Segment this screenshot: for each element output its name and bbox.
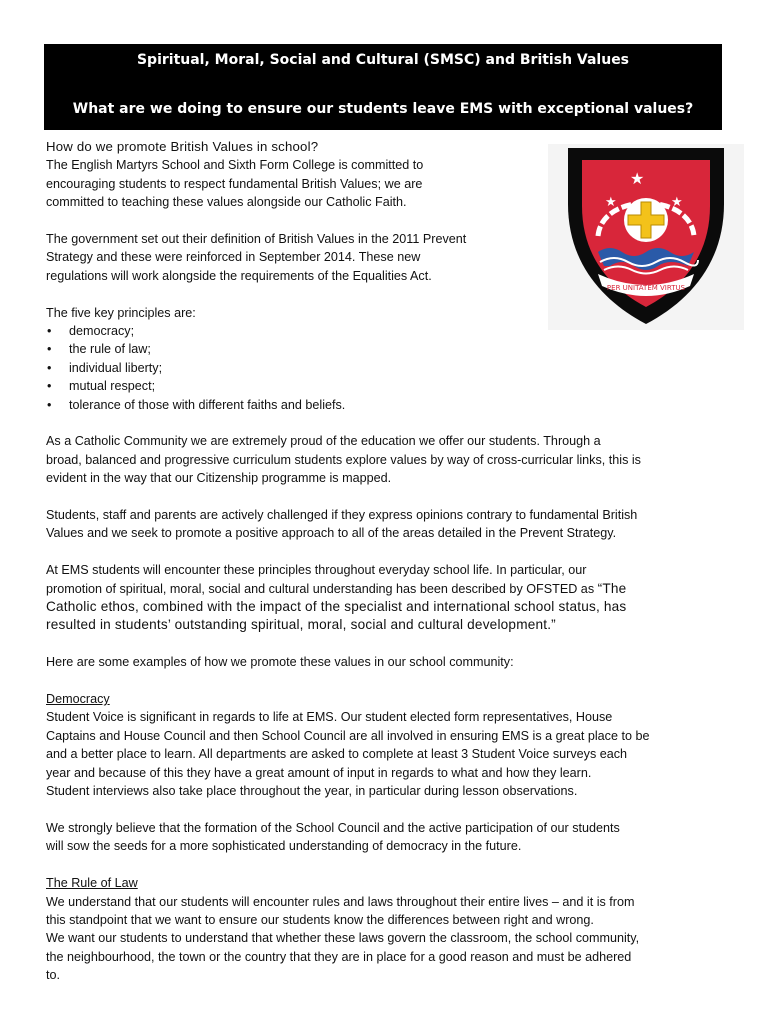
intro-paragraph-2: The government set out their definition of British Values in the 2011 Prevent Strategy and these were reinforced in September 2014. These new regulations will work alongside the requirements of the Equalities Act. <box>46 232 467 283</box>
list-item: • individual liberty; <box>46 359 736 377</box>
title-banner <box>44 44 722 130</box>
list-item: • mutual respect; <box>46 377 736 395</box>
challenge-paragraph: Students, staff and parents are actively challenged if they express opinions contrary to fundamental British Values and we seek to promote a positive approach to all of the areas detailed in the Prevent Strategy. <box>46 508 638 541</box>
intro-paragraph-1: The English Martyrs School and Sixth Form College is committed to encouraging students to respect fundamental British Values; we are committed to teaching these values alongside our Catholic Faith. <box>46 158 424 210</box>
ofsted-quote: Catholic ethos, combined with the impact of the specialist and international school status, has <box>46 599 627 615</box>
crest-motto: PER UNITATEM VIRTUS <box>606 284 686 292</box>
ofsted-quote: resulted in students’ outstanding spiritual, moral, social and cultural development.” <box>46 617 556 633</box>
list-item: • tolerance of those with different faiths and beliefs. <box>46 396 736 414</box>
star-icon: ★ <box>630 169 645 188</box>
intro-question: How do we promote British Values in school? <box>46 139 319 154</box>
ofsted-quote-start: “The <box>597 580 627 596</box>
list-item: • democracy; <box>46 322 736 340</box>
democracy-heading: Democracy <box>46 692 110 707</box>
principles-list <box>46 322 736 414</box>
banner-title: Spiritual, Moral, Social and Cultural (SMSC) and British Values <box>136 52 630 68</box>
list-item: • the rule of law; <box>46 340 736 358</box>
examples-intro: Here are some examples of how we promote these values in our school community: <box>46 655 514 670</box>
democracy-paragraph-1: Student Voice is significant in regards to life at EMS. Our student elected form representatives, House Captains and House Council and then School Council are all involved in ensuring EMS is a great place to be and a better place to learn. All departments are asked to complete at least 3 Student Voice surveys each year and because of this they have a great amount of input in regards to what and how they learn. Student interviews also take place throughout the year, in particular during lesson observations. <box>46 710 650 799</box>
document-body <box>46 138 736 985</box>
principles-intro: The five key principles are: <box>46 305 196 320</box>
rule-of-law-paragraph: We understand that our students will encounter rules and laws throughout their entire lives – and it is from this standpoint that we want to ensure our students know the differences between right and wrong. We want our students to understand that whether these laws govern the classroom, the school community, the neighbourhood, the town or the country that they are in place for a good reason and must be adhered to. <box>46 894 640 983</box>
ofsted-paragraph: At EMS students will encounter these principles throughout everyday school life. In particular, our promotion of spiritual, moral, social and cultural understanding has been described by OFSTED as “The Catholic ethos, combined with the impact of the specialist and international school status, has resulted in students’ outstanding spiritual, moral, social and cultural development.” <box>46 563 627 633</box>
banner-subtitle: What are we doing to ensure our students leave EMS with exceptional values? <box>72 101 694 117</box>
rule-of-law-heading: The Rule of Law <box>46 876 138 891</box>
democracy-paragraph-2: We strongly believe that the formation of the School Council and the active participation of our students will sow the seeds for a more sophisticated understanding of democracy in the future. <box>46 820 620 854</box>
catholic-community-paragraph: As a Catholic Community we are extremely proud of the education we offer our students. Through a broad, balanced and progressive curriculum students explore values by way of cross-curricular links, this is evident in the way that our Citizenship programme is mapped. <box>46 434 641 486</box>
star-icon: ★ <box>671 195 683 210</box>
star-icon: ★ <box>605 195 617 210</box>
